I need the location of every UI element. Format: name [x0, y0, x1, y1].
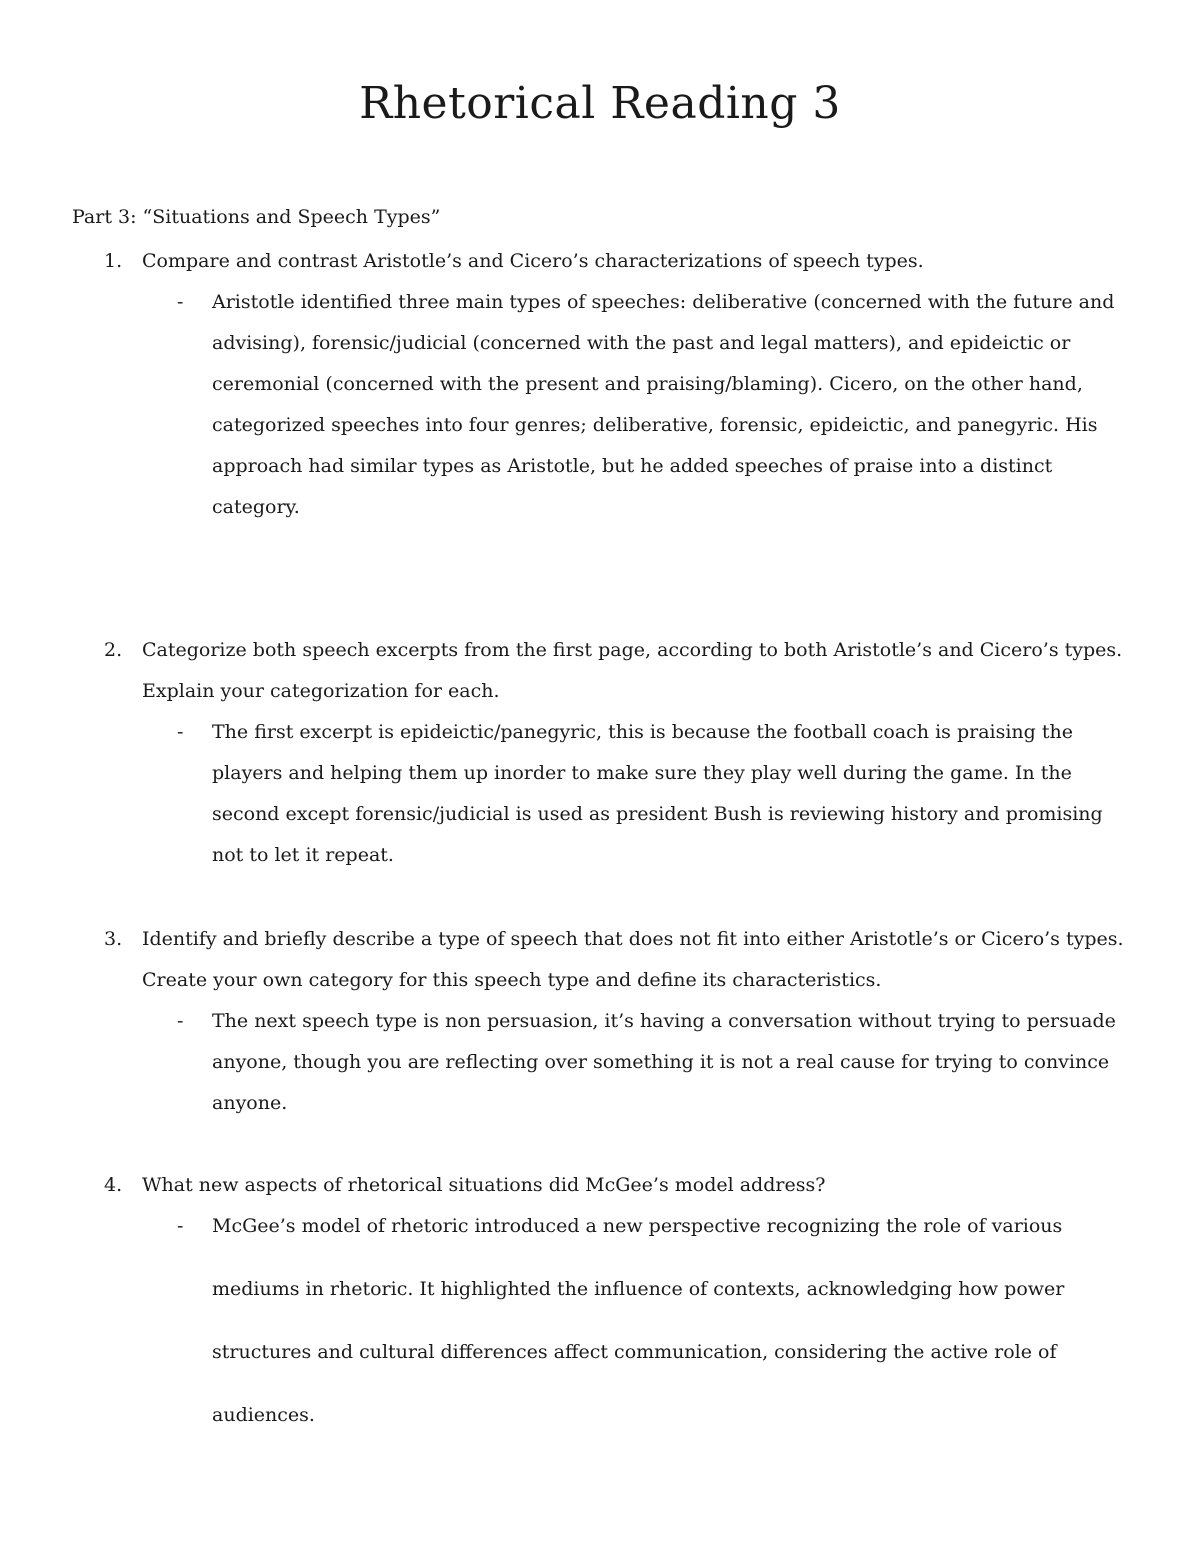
- question-number: 4.: [104, 1174, 123, 1196]
- part-heading: Part 3: “Situations and Speech Types”: [72, 206, 441, 228]
- question-text: What new aspects of rhetorical situations did McGee’s model address?: [142, 1174, 826, 1196]
- question-number: 1.: [104, 250, 123, 272]
- answer-text: McGee’s model of rhetoric introduced a new perspective recognizing the role of various mediums in rhetoric. It highlighted the influence of contexts, acknowledging how power structures and cultural differences affect communication, considering the active role of audiences.: [212, 1215, 1065, 1426]
- question-number: 2.: [104, 639, 123, 661]
- answer-text: The first excerpt is epideictic/panegyric, this is because the football coach is praising the players and helping them up inorder to make sure they play well during the game. In the second except forensic/judicial is used as president Bush is reviewing history and promising not to let it repeat.: [212, 721, 1103, 866]
- question-text: Compare and contrast Aristotle’s and Cicero’s characterizations of speech types.: [142, 250, 924, 272]
- answer-bullet: -: [177, 721, 184, 743]
- question-text: Identify and briefly describe a type of speech that does not fit into either Aristotle’s or Cicero’s types. Create your own category for this speech type and define its characteristics.: [142, 928, 1124, 991]
- answer-text: The next speech type is non persuasion, it’s having a conversation without trying to persuade anyone, though you are reflecting over something it is not a real cause for trying to convince anyone.: [212, 1010, 1116, 1114]
- answer-bullet: -: [177, 1215, 184, 1237]
- page-title: Rhetorical Reading 3: [359, 78, 841, 129]
- question-text: Categorize both speech excerpts from the first page, according to both Aristotle’s and Cicero’s types. Explain your categorization for each.: [142, 639, 1123, 702]
- answer-bullet: -: [177, 1010, 184, 1032]
- answer-bullet: -: [177, 291, 184, 313]
- question-number: 3.: [104, 928, 123, 950]
- answer-text: Aristotle identified three main types of speeches: deliberative (concerned with the future and advising), forensic/judicial (concerned with the past and legal matters), and epideictic or ceremonial (concerned with the present and praising/blaming). Cicero, on the other hand, categorized speeches into four genres; deliberative, forensic, epideictic, and panegyric. His approach had similar types as Aristotle, but he added speeches of praise into a distinct category.: [212, 291, 1115, 518]
